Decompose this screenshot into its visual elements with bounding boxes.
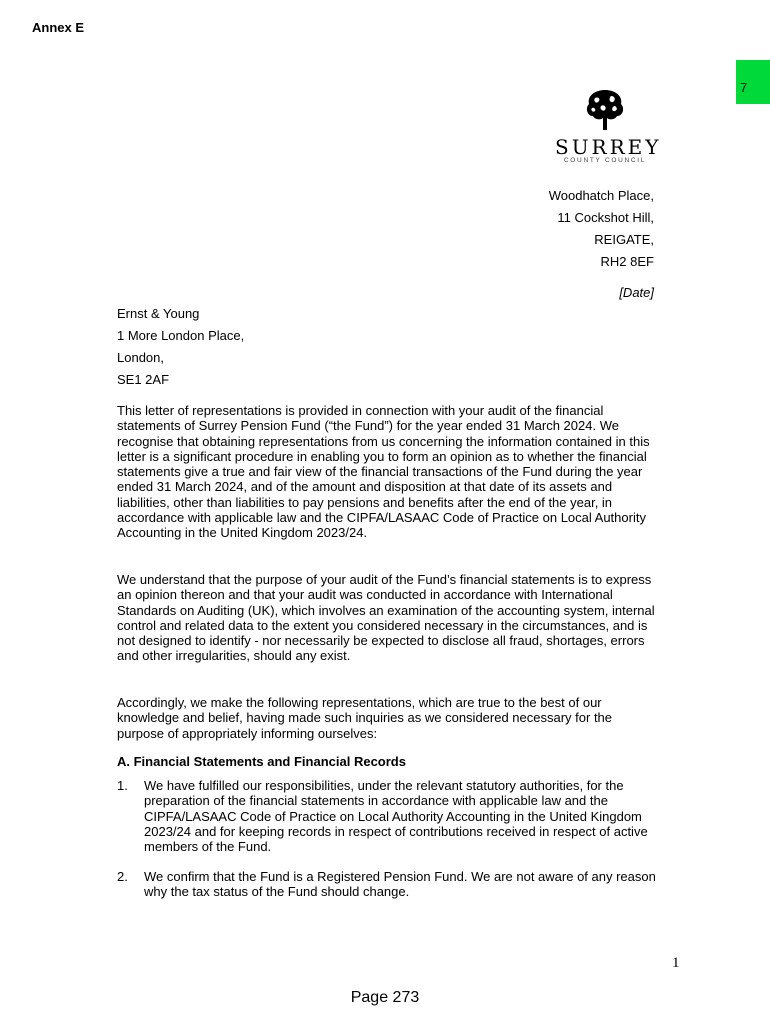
- oak-tree-icon: [581, 88, 629, 132]
- paragraph-representations: Accordingly, we make the following representations, which are true to the best of our knowledge and belief, having made such inquiries as we considered necessary for the purpose of appropriately informing ourselves:: [117, 695, 613, 741]
- letter-date: [Date]: [619, 285, 654, 300]
- annex-label: Annex E: [32, 20, 85, 35]
- sender-address-line: REIGATE,: [594, 232, 654, 247]
- recipient-line: SE1 2AF: [117, 372, 170, 387]
- item-text: We have fulfilled our responsibilities, under the relevant statutory authorities, for the preparation of the financial statements in accordance with applicable law and the CIPFA/LASAAC Code of Practice on Local Authority Accounting in the United Kingdom 2023/24 and for keeping records in respect of contributions received in respect of active members of the Fund.: [144, 778, 648, 855]
- logo-subtitle: COUNTY COUNCIL: [563, 157, 647, 164]
- page-number: 1: [672, 955, 680, 971]
- recipient-line: 1 More London Place,: [117, 328, 245, 343]
- recipient-line: Ernst & Young: [117, 306, 200, 321]
- recipient-line: London,: [117, 350, 164, 365]
- item-text: We confirm that the Fund is a Registered Pension Fund. We are not aware of any reason why the tax status of the Fund should change.: [144, 869, 656, 900]
- sender-address-line: Woodhatch Place,: [548, 188, 654, 203]
- paragraph-audit-purpose: We understand that the purpose of your audit of the Fund’s financial statements is to express an opinion thereon and that your audit was conducted in accordance with International Standards on Auditing (UK), which involves an examination of the accounting system, internal control and related data to the extent you considered necessary in the circumstances, and is not designed to identify - nor necessarily be expected to disclose all fraud, shortages, errors and other irregularities, should any exist.: [117, 572, 655, 664]
- item-number: 2.: [117, 869, 128, 884]
- tab-marker: 7: [736, 60, 770, 104]
- paragraph-intro: This letter of representations is provided in connection with your audit of the financial statements of Surrey Pension Fund (“the Fund”) for the year ended 31 March 2024. We recognise that obtaining representations from us concerning the information contained in this letter is a significant procedure in enabling you to form an opinion as to whether the financial statements give a true and fair view of the financial transactions of the Fund during the year ended 31 March 2024, and of the amount and disposition at that date of its assets and liabilities, other than liabilities to pay pensions and benefits after the end of the year, in accordance with applicable law and the CIPFA/LASAAC Code of Practice on Local Authority Accounting in the United Kingdom 2023/24.: [117, 403, 650, 541]
- sender-address-line: 11 Cockshot Hill,: [557, 210, 654, 225]
- logo-wordmark: SURREY: [555, 135, 662, 159]
- section-heading: A. Financial Statements and Financial Records: [117, 754, 406, 769]
- surrey-logo: [555, 88, 662, 164]
- sender-address-line: RH2 8EF: [600, 254, 654, 269]
- item-number: 1.: [117, 778, 128, 793]
- page-footer: Page 273: [350, 989, 420, 1006]
